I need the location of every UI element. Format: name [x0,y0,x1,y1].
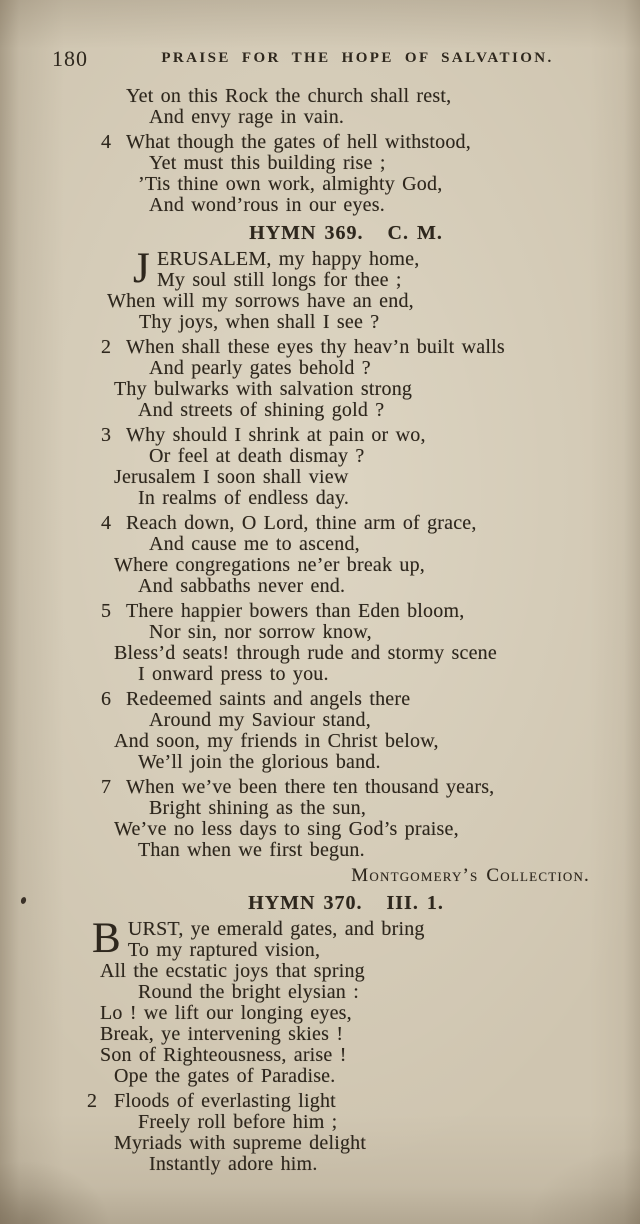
hymn-line: When shall these eyes thy heav’n built walls [126,336,505,358]
hymn-line: Why should I shrink at pain or wo, [126,424,426,446]
stanza-number: 2 [101,336,112,358]
hymn-line: Bright shining as the sun, [149,797,367,819]
ink-speck [20,896,27,904]
hymn-370-number: HYMN 370. [248,892,363,914]
hymn-line: ERUSALEM, my happy home, [156,248,420,270]
stanza-number: 7 [101,776,112,798]
hymn-line: Yet must this building rise ; [149,152,386,174]
hymn-369-heading [92,222,600,244]
hymn-369-stanza-3 [92,425,600,509]
hymn-369-stanza-5 [92,601,600,685]
page-header [0,0,640,86]
hymn-line: And pearly gates behold ? [149,357,371,379]
hymn-369-stanza-7 [92,777,600,861]
hymn-line: And envy rage in vain. [149,106,345,128]
hymn-line: All the ecstatic joys that spring [100,960,365,982]
hymn-line: There happier bowers than Eden bloom, [126,600,465,622]
hymn-368-carryover-stanza [92,86,600,128]
hymn-line: Thy joys, when shall I see ? [139,311,380,333]
page-number: 180 [52,46,88,71]
hymn-line: And wond’rous in our eyes. [149,194,385,216]
hymn-line: Lo ! we lift our longing eyes, [100,1002,352,1024]
hymn-369-stanza-4 [92,513,600,597]
hymn-line: Ope the gates of Paradise. [114,1065,336,1087]
drop-cap-initial: J [133,245,150,292]
hymn-line: And streets of shining gold ? [138,399,385,421]
hymn-line: Nor sin, nor sorrow know, [149,621,372,643]
hymn-line: Round the bright elysian : [138,981,359,1003]
hymn-368-stanza-4 [92,132,600,216]
running-title: PRAISE FOR THE HOPE OF SALVATION. [161,50,554,66]
hymn-line: Bless’d seats! through rude and stormy scene [114,642,497,664]
hymn-369-stanza-6 [92,689,600,773]
stanza-number: 6 [101,688,112,710]
attribution: Montgomery’s Collection. [351,865,590,886]
hymn-369-number: HYMN 369. [249,222,364,244]
hymn-line: Myriads with supreme delight [114,1132,367,1154]
hymn-line: Redeemed saints and angels there [126,688,411,710]
hymn-line: Where congregations ne’er break up, [114,554,425,576]
hymn-line: Reach down, O Lord, thine arm of grace, [126,512,477,534]
hymn-line: Freely roll before him ; [138,1111,338,1133]
hymn-line: What though the gates of hell withstood, [126,131,471,153]
hymn-line: We’ve no less days to sing God’s praise, [114,818,459,840]
hymn-line: ’Tis thine own work, almighty God, [138,173,443,195]
stanza-number: 5 [101,600,112,622]
hymn-line: When we’ve been there ten thousand years, [126,776,495,798]
hymn-line: Break, ye intervening skies ! [100,1023,344,1045]
hymn-line: And sabbaths never end. [138,575,346,597]
hymn-line: Or feel at death dismay ? [149,445,365,467]
stanza-number: 3 [101,424,112,446]
hymn-line: And soon, my friends in Christ below, [114,730,439,752]
hymn-line: My soul still longs for thee ; [156,269,402,291]
hymn-369-meter: C. M. [387,222,443,244]
stanza-number: 4 [101,131,112,153]
hymn-line: Than when we first begun. [138,839,365,861]
hymn-369-stanza-2 [92,337,600,421]
hymn-370-stanza-2 [87,1090,600,1175]
hymn-line: When will my sorrows have an end, [107,290,414,312]
hymn-370-meter: III. 1. [386,892,444,914]
hymn-line: To my raptured vision, [127,939,321,961]
hymn-369-stanza-1 [107,245,600,333]
hymn-line: We’ll join the glorious band. [138,751,381,773]
hymn-line: Around my Saviour stand, [149,709,371,731]
text-block [87,85,600,1175]
hymn-line: Jerusalem I soon shall view [114,466,349,488]
stanza-number: 4 [101,512,112,534]
hymn-line: Floods of everlasting light [114,1090,336,1112]
hymn-line: I onward press to you. [138,663,329,685]
hymn-370-heading [92,892,600,914]
hymn-370-stanza-1 [92,915,600,1087]
stanza-number: 2 [87,1090,98,1112]
hymn-line: And cause me to ascend, [149,533,360,555]
drop-cap-initial: B [92,915,121,962]
hymn-line: In realms of endless day. [138,487,350,509]
hymn-line: Thy bulwarks with salvation strong [114,378,413,400]
hymn-line: Son of Righteousness, arise ! [100,1044,347,1066]
hymn-line: URST, ye emerald gates, and bring [127,918,425,940]
hymn-line: Instantly adore him. [149,1153,318,1175]
hymn-line: Yet on this Rock the church shall rest, [126,85,452,107]
